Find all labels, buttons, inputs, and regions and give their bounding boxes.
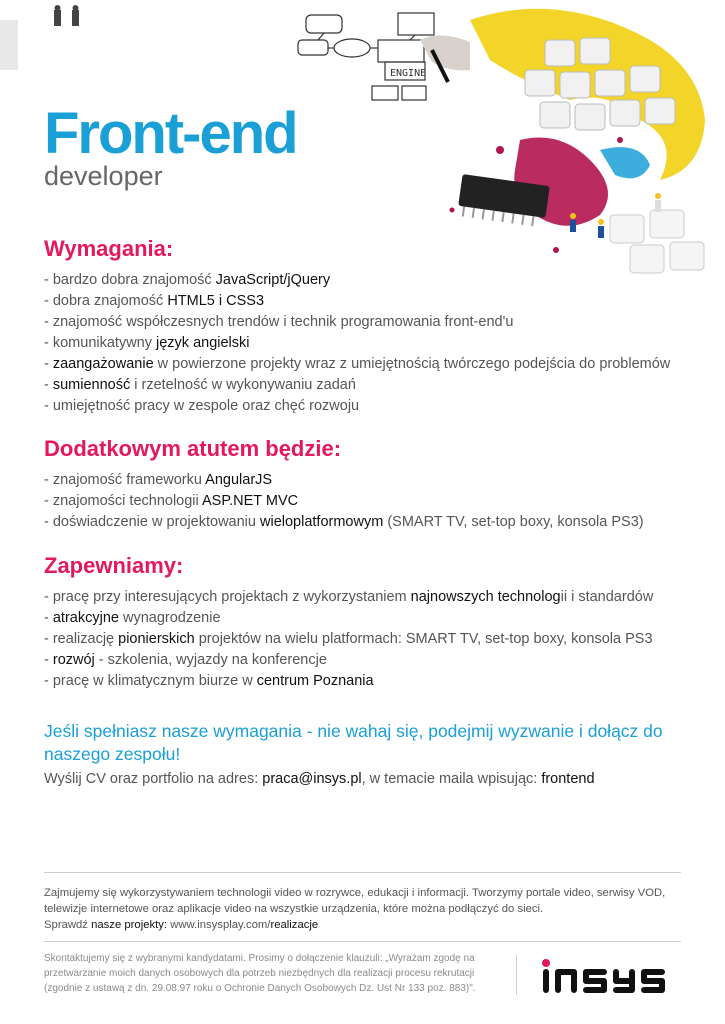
- list-item-highlight: centrum Poznania: [256, 673, 374, 689]
- list-item-highlight: pionierskich: [118, 631, 195, 647]
- list-item-suffix: (SMART TV, set-top boxy, konsola PS3): [383, 514, 644, 530]
- list-item: [44, 629, 653, 650]
- list-item-highlight: zaangażowanie: [52, 356, 154, 372]
- hand-pen-icon: [420, 35, 470, 82]
- list-item-highlight: wieloplatformowym: [260, 514, 384, 530]
- list-item-text: - umiejętność pracy w zespole oraz chęć rozwoju: [44, 398, 360, 414]
- call-to-action: [44, 720, 684, 790]
- list-item-text: -: [44, 377, 53, 393]
- list-item-highlight: HTML5 i CSS3: [167, 293, 265, 309]
- list-item: [44, 270, 670, 291]
- projects-url[interactable]: [167, 919, 318, 931]
- list-item-highlight: rozwój: [52, 652, 95, 668]
- page-subtitle: developer: [44, 161, 163, 191]
- projects-url-base[interactable]: www.insysplay.com/: [167, 919, 271, 931]
- list-item-highlight: AngularJS: [205, 472, 273, 488]
- requirements-heading: Wymagania:: [44, 236, 174, 261]
- list-item-highlight: JavaScript/jQuery: [215, 272, 331, 288]
- list-item-suffix: w powierzone projekty wraz z umiejętnością twórczego podejścia do problemów: [153, 356, 671, 372]
- list-item-suffix: ii i standardów: [560, 589, 654, 605]
- list-item-text: - pracę przy interesujących projektach z wykorzystaniem: [44, 589, 411, 605]
- list-item-text: - znajomość frameworku: [44, 472, 206, 488]
- list-item-highlight: ASP.NET MVC: [201, 493, 299, 509]
- bonus-list: [44, 470, 644, 533]
- list-item-highlight: język angielski: [156, 335, 250, 351]
- flowchart-sketch: [298, 13, 434, 100]
- list-item-text: -: [44, 356, 53, 372]
- list-item-text: - pracę w klimatycznym biurze w: [44, 673, 257, 689]
- list-item: [44, 396, 670, 417]
- list-item: [44, 587, 653, 608]
- list-item-text: -: [44, 652, 53, 668]
- about-company: [44, 885, 694, 933]
- list-item-text: - doświadczenie w projektowaniu: [44, 514, 260, 530]
- list-item-text: - znajomość współczesnych trendów i technik programowania front-end'u: [44, 314, 514, 330]
- list-item-suffix: - szkolenia, wyjazdy na konferencje: [94, 652, 327, 668]
- cta-headline: Jeśli spełniasz nasze wymagania - nie wahaj się, podejmij wyzwanie i dołącz do naszego zespołu!: [44, 721, 663, 764]
- email-subject: frontend: [541, 771, 595, 787]
- list-item-text: - bardzo dobra znajomość: [44, 272, 216, 288]
- page-title: Front-end: [44, 101, 297, 166]
- offer-list: [44, 587, 653, 692]
- email-link[interactable]: praca@insys.pl: [262, 771, 362, 787]
- offer-section: [44, 553, 653, 692]
- list-item: [44, 333, 670, 354]
- list-item-suffix: i rzetelność w wykonywaniu zadań: [130, 377, 356, 393]
- list-item-suffix: projektów na wielu platformach: SMART TV, set-top boxy, konsola PS3: [194, 631, 653, 647]
- list-item: [44, 650, 653, 671]
- divider-bottom: [44, 941, 681, 942]
- list-item-text: - znajomości technologii: [44, 493, 202, 509]
- list-item: [44, 608, 653, 629]
- projects-prefix: Sprawdź: [44, 919, 92, 931]
- list-item: [44, 375, 670, 396]
- list-item: [44, 671, 653, 692]
- bonus-section: [44, 436, 644, 533]
- list-item-suffix: wynagrodzenie: [118, 610, 221, 626]
- list-item: [44, 291, 670, 312]
- job-title: [44, 101, 297, 191]
- insys-logo: [540, 958, 685, 994]
- engine-label: ENGINE: [390, 68, 427, 79]
- list-item-highlight: atrakcyjne: [52, 610, 119, 626]
- requirements-section: [44, 236, 670, 417]
- cta-send-prefix: Wyślij CV oraz portfolio na adres:: [44, 771, 263, 787]
- legal-clause: Skontaktujemy się z wybranymi kandydatami. Prosimy o dołączenie klauzuli: „Wyrażam zgodę na przetwarzanie moich danych osobowych dla potrzeb niezbędnych dla realizacji procesu rekrutacji (zgodnie z ustawą z dn. 29.08.97 roku o Ochronie Danych Osobowych Dz. Ust Nr 133 poz. 883)".: [44, 953, 476, 994]
- list-item: [44, 354, 670, 375]
- about-text: Zajmujemy się wykorzystywaniem technologii video w rozrywce, edukacji i informacji. Tworzymy portale video, serwisy VOD, telewizje internetowe oraz aplikacje video na wszystkie urządzenia, które można podłączyć do sieci.: [44, 887, 666, 915]
- list-item: [44, 491, 644, 512]
- divider-top: [44, 872, 681, 873]
- offer-heading: Zapewniamy:: [44, 553, 184, 578]
- projects-url-path[interactable]: realizacje: [270, 919, 319, 931]
- list-item: [44, 512, 644, 533]
- list-item: [44, 470, 644, 491]
- list-item-text: -: [44, 610, 53, 626]
- cta-send-line: [44, 768, 684, 790]
- list-item-highlight: sumienność: [52, 377, 131, 393]
- bonus-heading: Dodatkowym atutem będzie:: [44, 436, 342, 461]
- businessmen-figures-icon: [0, 5, 79, 70]
- list-item-text: - komunikatywny: [44, 335, 157, 351]
- list-item-text: - dobra znajomość: [44, 293, 168, 309]
- cyan-splash: [600, 147, 650, 178]
- list-item: [44, 312, 670, 333]
- list-item-text: - realizację: [44, 631, 119, 647]
- vertical-divider: [516, 955, 517, 995]
- list-item-highlight: najnowszych technolog: [410, 589, 561, 605]
- projects-label: nasze projekty:: [91, 919, 168, 931]
- requirements-list: [44, 270, 670, 417]
- cta-send-middle: , w temacie maila wpisując:: [361, 771, 542, 787]
